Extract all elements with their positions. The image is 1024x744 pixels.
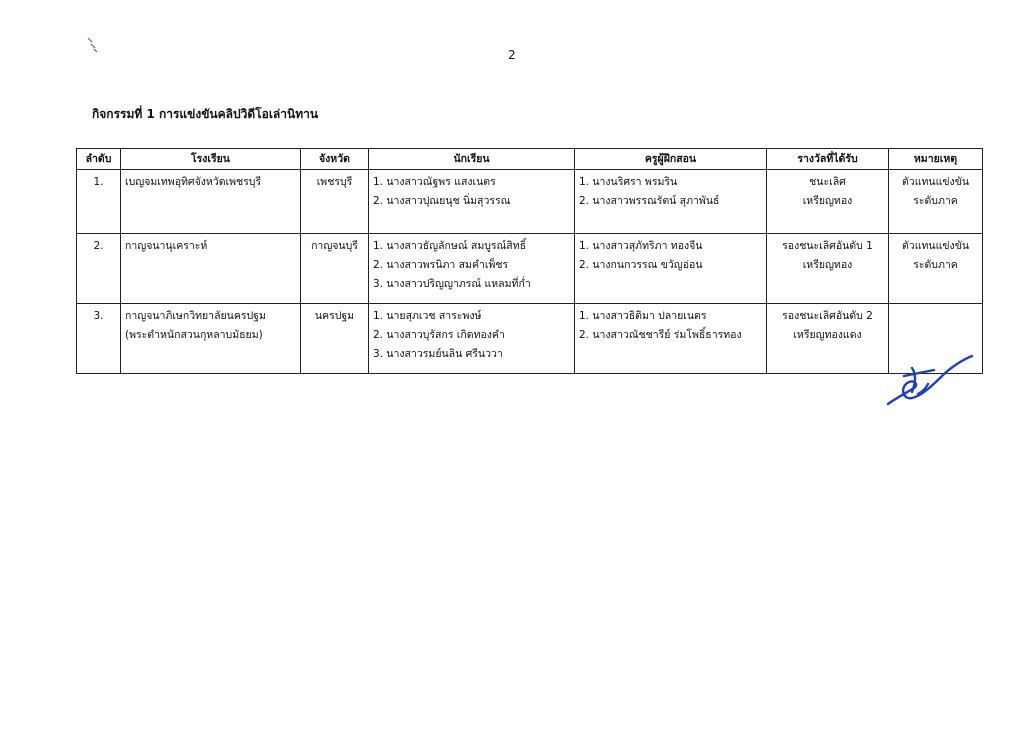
table-row [77, 234, 983, 304]
row-number: 3. [77, 304, 121, 374]
results-table [76, 148, 983, 374]
award-title: รองชนะเลิศอันดับ 1 [782, 240, 873, 252]
teacher-name: 1. นางสาวสุภัทริภา ทองจีน [579, 240, 703, 252]
teacher-name: 1. นางสาวธิติมา ปลายเนตร [579, 310, 707, 322]
student-name: 3. นางสาวรมย์นลิน ศรีนววา [373, 348, 503, 360]
award-cell [767, 304, 889, 374]
header-teachers: ครูผู้ฝึกสอน [575, 149, 767, 170]
document-heading: กิจกรรมที่ 1 การแข่งขันคลิปวิดีโอเล่านิทาน [92, 107, 319, 121]
table-row [77, 304, 983, 374]
award-cell [767, 234, 889, 304]
note-cell [889, 234, 983, 304]
note-line: ตัวแทนแข่งขัน [901, 176, 969, 188]
student-name: 3. นางสาวปริญญาภรณ์ แหลมที่ก่ำ [373, 278, 531, 290]
province-cell: กาญจนบุรี [301, 234, 369, 304]
school-name: (พระตำหนักสวนกุหลาบมัธยม) [125, 329, 263, 341]
row-number: 2. [77, 234, 121, 304]
student-name: 1. นางสาวณัฐพร แสงเนตร [373, 176, 496, 188]
award-title: ชนะเลิศ [809, 176, 846, 188]
student-name: 2. นางสาวพรนิภา สมคำเพ็ชร [373, 259, 509, 271]
school-name: กาญจนานุเคราะห์ [125, 240, 208, 252]
header-note: หมายเหตุ [889, 149, 983, 170]
teachers-cell [575, 304, 767, 374]
school-cell [121, 304, 301, 374]
header-award: รางวัลที่ได้รับ [767, 149, 889, 170]
teacher-name: 1. นางนริศรา พรมริน [579, 176, 678, 188]
school-name: กาญจนาภิเษกวิทยาลัยนครปฐม [125, 310, 266, 322]
students-cell [369, 304, 575, 374]
school-name: เบญจมเทพอุทิศจังหวัดเพชรบุรี [125, 176, 262, 188]
school-cell [121, 234, 301, 304]
teacher-name: 2. นางสาวณัชชารีย์ ร่มโพธิ์ธารทอง [579, 329, 742, 341]
award-medal: เหรียญทองแดง [793, 329, 862, 341]
header-order: ลำดับ [77, 149, 121, 170]
note-cell [889, 170, 983, 234]
students-cell [369, 234, 575, 304]
province-cell: เพชรบุรี [301, 170, 369, 234]
note-line: ระดับภาค [913, 259, 958, 271]
students-cell [369, 170, 575, 234]
teachers-cell [575, 170, 767, 234]
award-cell [767, 170, 889, 234]
note-line: ระดับภาค [913, 195, 958, 207]
note-line: ตัวแทนแข่งขัน [901, 240, 969, 252]
province-cell: นครปฐม [301, 304, 369, 374]
teachers-cell [575, 234, 767, 304]
page-number: 2 [508, 48, 516, 62]
header-province: จังหวัด [301, 149, 369, 170]
header-school: โรงเรียน [121, 149, 301, 170]
scan-speck-mark [86, 36, 100, 54]
row-number: 1. [77, 170, 121, 234]
award-medal: เหรียญทอง [802, 195, 853, 207]
table-row [77, 170, 983, 234]
award-title: รองชนะเลิศอันดับ 2 [782, 310, 873, 322]
award-medal: เหรียญทอง [802, 259, 853, 271]
header-students: นักเรียน [369, 149, 575, 170]
teacher-name: 2. นางกนกวรรณ ขวัญอ่อน [579, 259, 703, 271]
table-header-row [77, 149, 983, 170]
school-cell [121, 170, 301, 234]
teacher-name: 2. นางสาวพรรณรัตน์ สุภาพันธ์ [579, 195, 720, 207]
student-name: 1. นางสาวธัญลักษณ์ สมบูรณ์สิทธิ์ [373, 240, 527, 252]
student-name: 2. นางสาวปุณยนุช นิ่มสุวรรณ [373, 195, 511, 207]
student-name: 2. นางสาวบุรัสกร เกิดทองคำ [373, 329, 505, 341]
student-name: 1. นายสุภเวช สาระพงษ์ [373, 310, 482, 322]
signature-icon [882, 348, 978, 412]
